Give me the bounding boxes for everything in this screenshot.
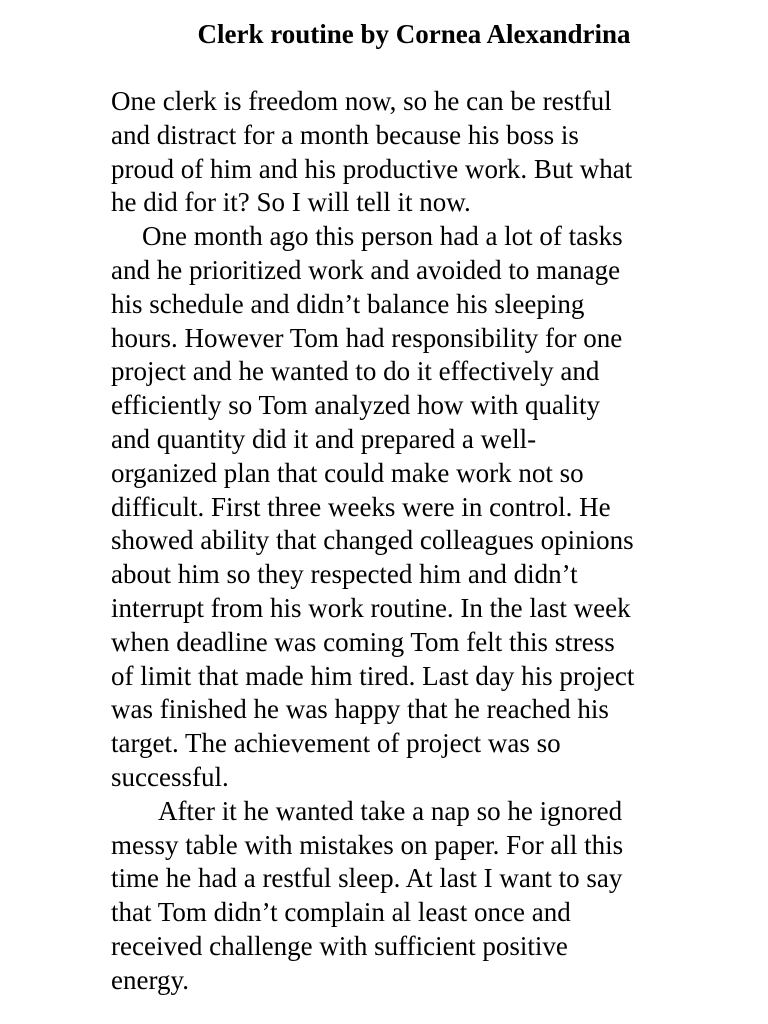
text-line: energy. — [111, 964, 189, 995]
text-line: proud of him and his productive work. But what — [111, 153, 633, 184]
text-line: efficiently so Tom analyzed how with quality — [111, 390, 601, 421]
text-line: his schedule and didn’t balance his sleeping — [111, 288, 585, 319]
text-line: messy table with mistakes on paper. For all this — [111, 829, 624, 860]
text-line: One clerk is freedom now, so he can be restful — [111, 86, 612, 116]
text-line: when deadline was coming Tom felt this stress — [111, 626, 615, 657]
text-line: was finished he was happy that he reached his — [111, 694, 609, 725]
text-line: organized plan that could make work not so — [111, 457, 584, 488]
text-line: target. The achievement of project was so — [111, 728, 561, 759]
text-line: showed ability that changed colleagues opinions — [111, 525, 634, 556]
text-line: about him so they respected him and didn’t — [111, 559, 578, 590]
text-line: One month ago this person had a lot of tasks — [142, 221, 623, 252]
text-line: received challenge with sufficient positive — [111, 930, 568, 961]
text-line: hours. However Tom had responsibility for one — [111, 322, 623, 353]
text-line: project and he wanted to do it effectively and — [111, 356, 600, 387]
document-body — [111, 85, 751, 998]
text-line: and he prioritized work and avoided to manage — [111, 254, 621, 285]
text-line: of limit that made him tired. Last day his project — [111, 660, 635, 691]
text-line: successful. — [111, 761, 229, 792]
text-line: After it he wanted take a nap so he ignored — [158, 795, 623, 826]
text-line: and quantity did it and prepared a well- — [111, 423, 537, 454]
text-line: that Tom didn’t complain al least once and — [111, 897, 571, 928]
document-title: Clerk routine by Cornea Alexandrina — [197, 19, 631, 49]
text-line: time he had a restful sleep. At last I want to say — [111, 863, 623, 894]
text-line: interrupt from his work routine. In the last week — [111, 592, 631, 623]
text-line: and distract for a month because his boss is — [111, 119, 579, 150]
text-line: difficult. First three weeks were in control. He — [111, 491, 611, 522]
text-line: he did for it? So I will tell it now. — [111, 187, 471, 218]
